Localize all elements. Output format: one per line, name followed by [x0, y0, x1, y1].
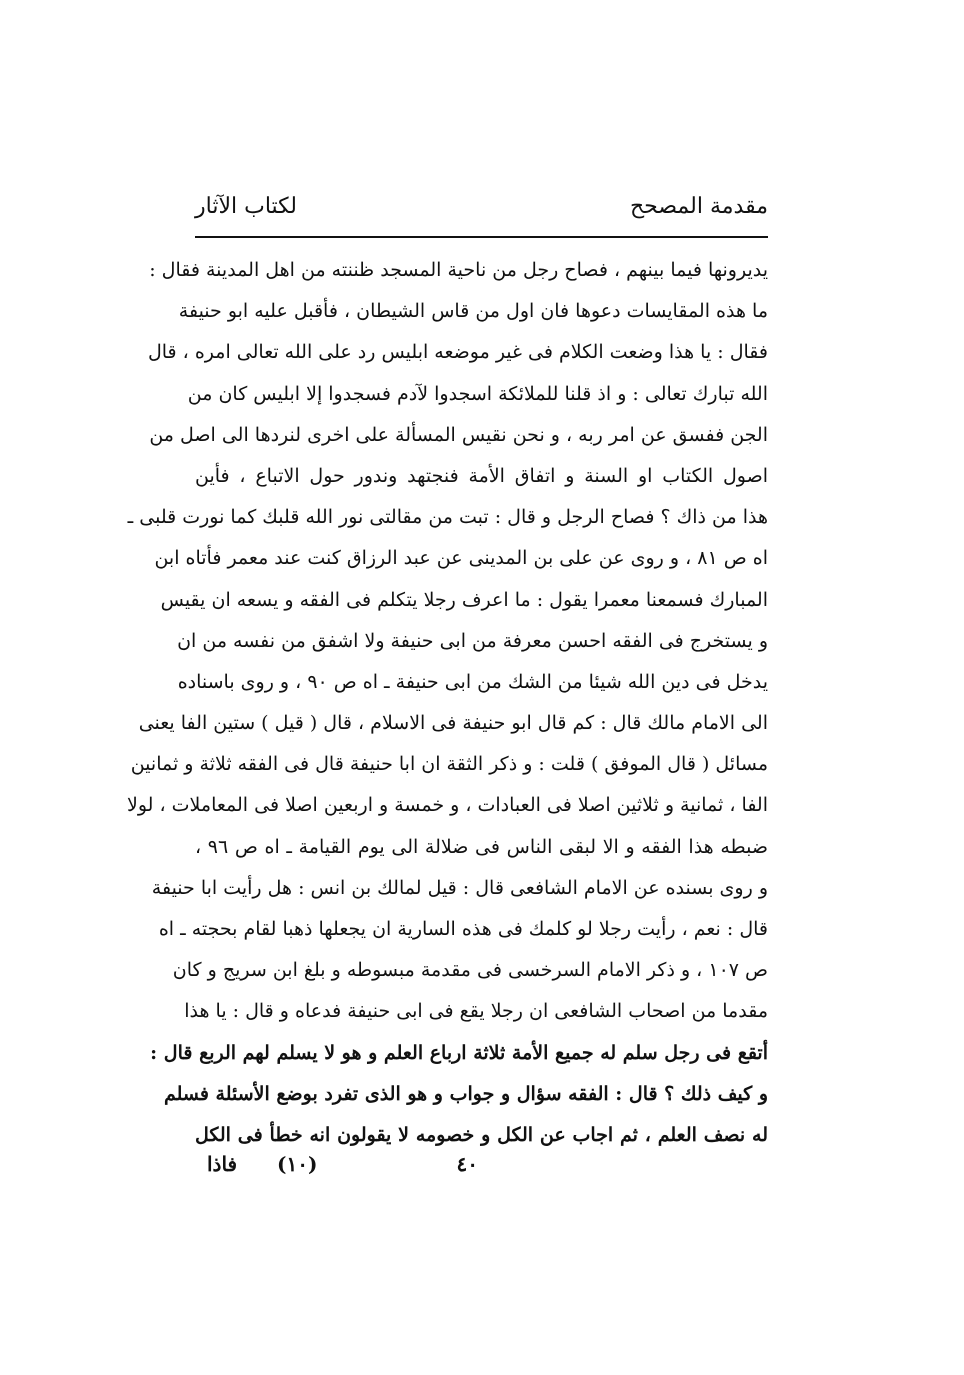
text-line: فقال : يا هذا وضعت الكلام فى غير موضعه ابليس رد على الله تعالى امره ، قال [147, 341, 768, 364]
text-line: الفا ، ثمانية و ثلاثين اصلا فى العبادات ، و خمسة و اربعين اصلا فى المعاملات ، لولا [127, 794, 768, 817]
text-line: الجن ففسق عن امر ربه ، و نحن نقيس المسألة على اخرى لنردها الى اصل من [149, 423, 768, 446]
text-line: قال : نعم ، رأيت رجلا لو كلمك فى هذه السارية ان يجعلها ذهبا لقام بحجته ـ اه [158, 918, 768, 940]
page-footer [195, 1152, 768, 1192]
page-number: ٤٠ [456, 1152, 478, 1176]
header-rule [195, 236, 768, 238]
text-line: المبارك فسمعنا معمرا يقول : ما اعرف رجلا يتكلم فى الفقه و يسعه ان يقيس [160, 588, 768, 611]
text-line: ضبطه هذا الفقه و الا لبقى الناس فى ضلالة الى يوم القيامة ـ اه ص ٩٦ ، [195, 835, 769, 858]
text-line: مقدما من اصحاب الشافعى ان رجلا يقع فى ابى حنيفة فدعاه و قال : يا هذا [184, 1000, 768, 1023]
text-line: له نصف العلم ، ثم اجاب عن الكل و خصومه لا يقولون انه خطأ فى الكل [195, 1123, 768, 1146]
page-header [195, 188, 768, 228]
text-line: و يستخرج فى الفقه احسن معرفة من ابى حنيفة ولا اشفق من نفسه من ان [177, 629, 768, 652]
text-line: اصول الكتاب او السنة و اتفاق الأمة فنجتهد وندور حول الاتباع ، فأين [195, 464, 768, 487]
text-line: و كيف ذلك ؟ قال : الفقه سؤال و جواب و هو الذى تفرد بوضع الأسئلة فسلم [163, 1082, 768, 1105]
book-title: لكتاب الآثار [195, 194, 298, 219]
text-line: ص ١٠٧ ، و ذكر الامام السرخسى فى مقدمة مبسوطه و بلغ ابن سريج و كان [172, 959, 768, 982]
text-line: هذا من ذاك ؟ فصاح الرجل و قال : تبت من مقالتى نور الله قلبك كما نورت قلبى ـ [127, 506, 768, 529]
chapter-title: مقدمة المصحح [629, 194, 768, 219]
text-line: الله تبارك تعالى : و اذ قلنا للملائكة اسجدوا لآدم فسجدوا إلا ابليس كان من [187, 382, 768, 405]
text-line: يدخل فى دين الله شيئا من الشك من ابى حنيفة ـ اه ص ٩٠ ، و روى باسناده [177, 670, 768, 693]
text-line: أتقع فى رجل سلم له جميع الأمة ثلاثة ارباع العلم و هو لا يسلم لهم الربع قال : [150, 1041, 768, 1064]
signature-mark: (١٠) [277, 1152, 318, 1176]
text-line: مسائل ( قال الموفق ) قلت : و ذكر الثقة ان ابا حنيفة قال فى الفقه ثلاثة و ثمانين [130, 753, 768, 776]
text-line: الى الامام مالك قال : كم قال ابو حنيفة فى الاسلام ، قال ( قيل ) ستين الفا يعنى [138, 712, 768, 735]
body-text [127, 250, 769, 1156]
catchword: فاذا [207, 1152, 238, 1176]
text-line: اه ص ٨١ ، و روى عن على بن المدينى عن عبد الرزاق كنت عند معمر فأتاه ابن [154, 547, 768, 570]
text-line: و روى بسنده عن الامام الشافعى قال : قيل لمالك بن انس : هل رأيت ابا حنيفة [151, 876, 768, 899]
text-line: يديرونها فيما بينهم ، فصاح رجل من ناحية المسجد ظننته من اهل المدينة فقال : [149, 259, 768, 281]
text-line: ما هذه المقايسات دعوها فان اول من قاس الشيطان ، فأقبل عليه ابو حنيفة [178, 300, 768, 323]
